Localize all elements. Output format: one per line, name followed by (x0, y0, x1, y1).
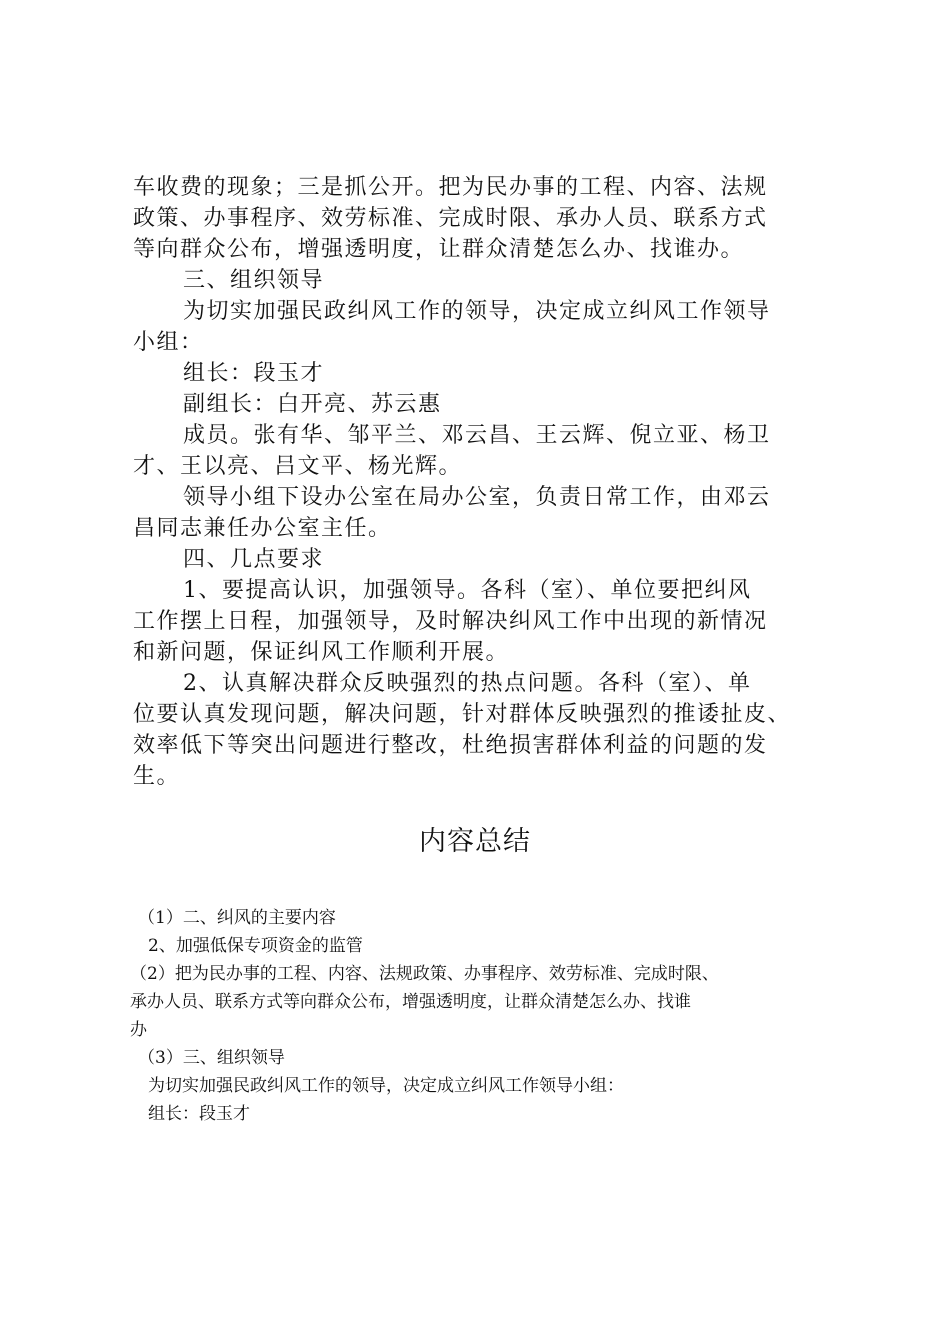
body-line: 等向群众公布，增强透明度，让群众清楚怎么办、找谁办。 (133, 237, 745, 262)
body-line: 2、认真解决群众反映强烈的热点问题。各科（室）、单 (183, 671, 752, 696)
body-line: 才、王以亮、吕文平、杨光辉。 (133, 454, 463, 479)
section-heading: 三、组织领导 (183, 268, 325, 293)
body-line: 和新问题，保证纠风工作顺利开展。 (133, 640, 510, 665)
body-text (133, 172, 823, 792)
section-heading: 四、几点要求 (183, 547, 325, 572)
body-line: 位要认真发现问题，解决问题，针对群体反映强烈的推诿扯皮、 (133, 702, 792, 727)
summary-line: 组长：段玉才 (148, 1104, 250, 1124)
body-line: 政策、办事程序、效劳标准、完成时限、承办人员、联系方式 (133, 206, 768, 231)
summary-line: 2、加强低保专项资金的监管 (148, 936, 363, 956)
body-line: 效率低下等突出问题进行整改，杜绝损害群体利益的问题的发 (133, 733, 768, 758)
body-line: 小组： (133, 330, 204, 355)
body-line: 昌同志兼任办公室主任。 (133, 516, 392, 541)
body-line: 1、要提高认识，加强领导。各科（室）、单位要把纠风 (183, 578, 752, 603)
body-line: 领导小组下设办公室在局办公室，负责日常工作，由邓云 (183, 485, 771, 510)
body-line: 车收费的现象；三是抓公开。把为民办事的工程、内容、法规 (133, 175, 768, 200)
body-line: 组长：段玉才 (183, 361, 325, 386)
summary-line: 办 (130, 1020, 147, 1040)
body-line: 为切实加强民政纠风工作的领导，决定成立纠风工作领导 (183, 299, 771, 324)
body-line: 副组长：白开亮、苏云惠 (183, 392, 442, 417)
summary-line: （3）三、组织领导 (138, 1048, 285, 1068)
body-line: 工作摆上日程，加强领导，及时解决纠风工作中出现的新情况 (133, 609, 768, 634)
summary-line: （2）把为民办事的工程、内容、法规政策、办事程序、效劳标准、完成时限、 (130, 964, 719, 984)
body-line: 成员。张有华、邹平兰、邓云昌、王云辉、倪立亚、杨卫 (183, 423, 771, 448)
summary-line: 承办人员、联系方式等向群众公布，增强透明度，让群众清楚怎么办、找谁 (130, 992, 691, 1012)
summary-title: 内容总结 (419, 826, 531, 857)
summary-section (130, 904, 850, 1128)
summary-line: （1）二、纠风的主要内容 (138, 908, 336, 928)
summary-line: 为切实加强民政纠风工作的领导，决定成立纠风工作领导小组： (148, 1076, 624, 1096)
body-line: 生。 (133, 764, 181, 789)
